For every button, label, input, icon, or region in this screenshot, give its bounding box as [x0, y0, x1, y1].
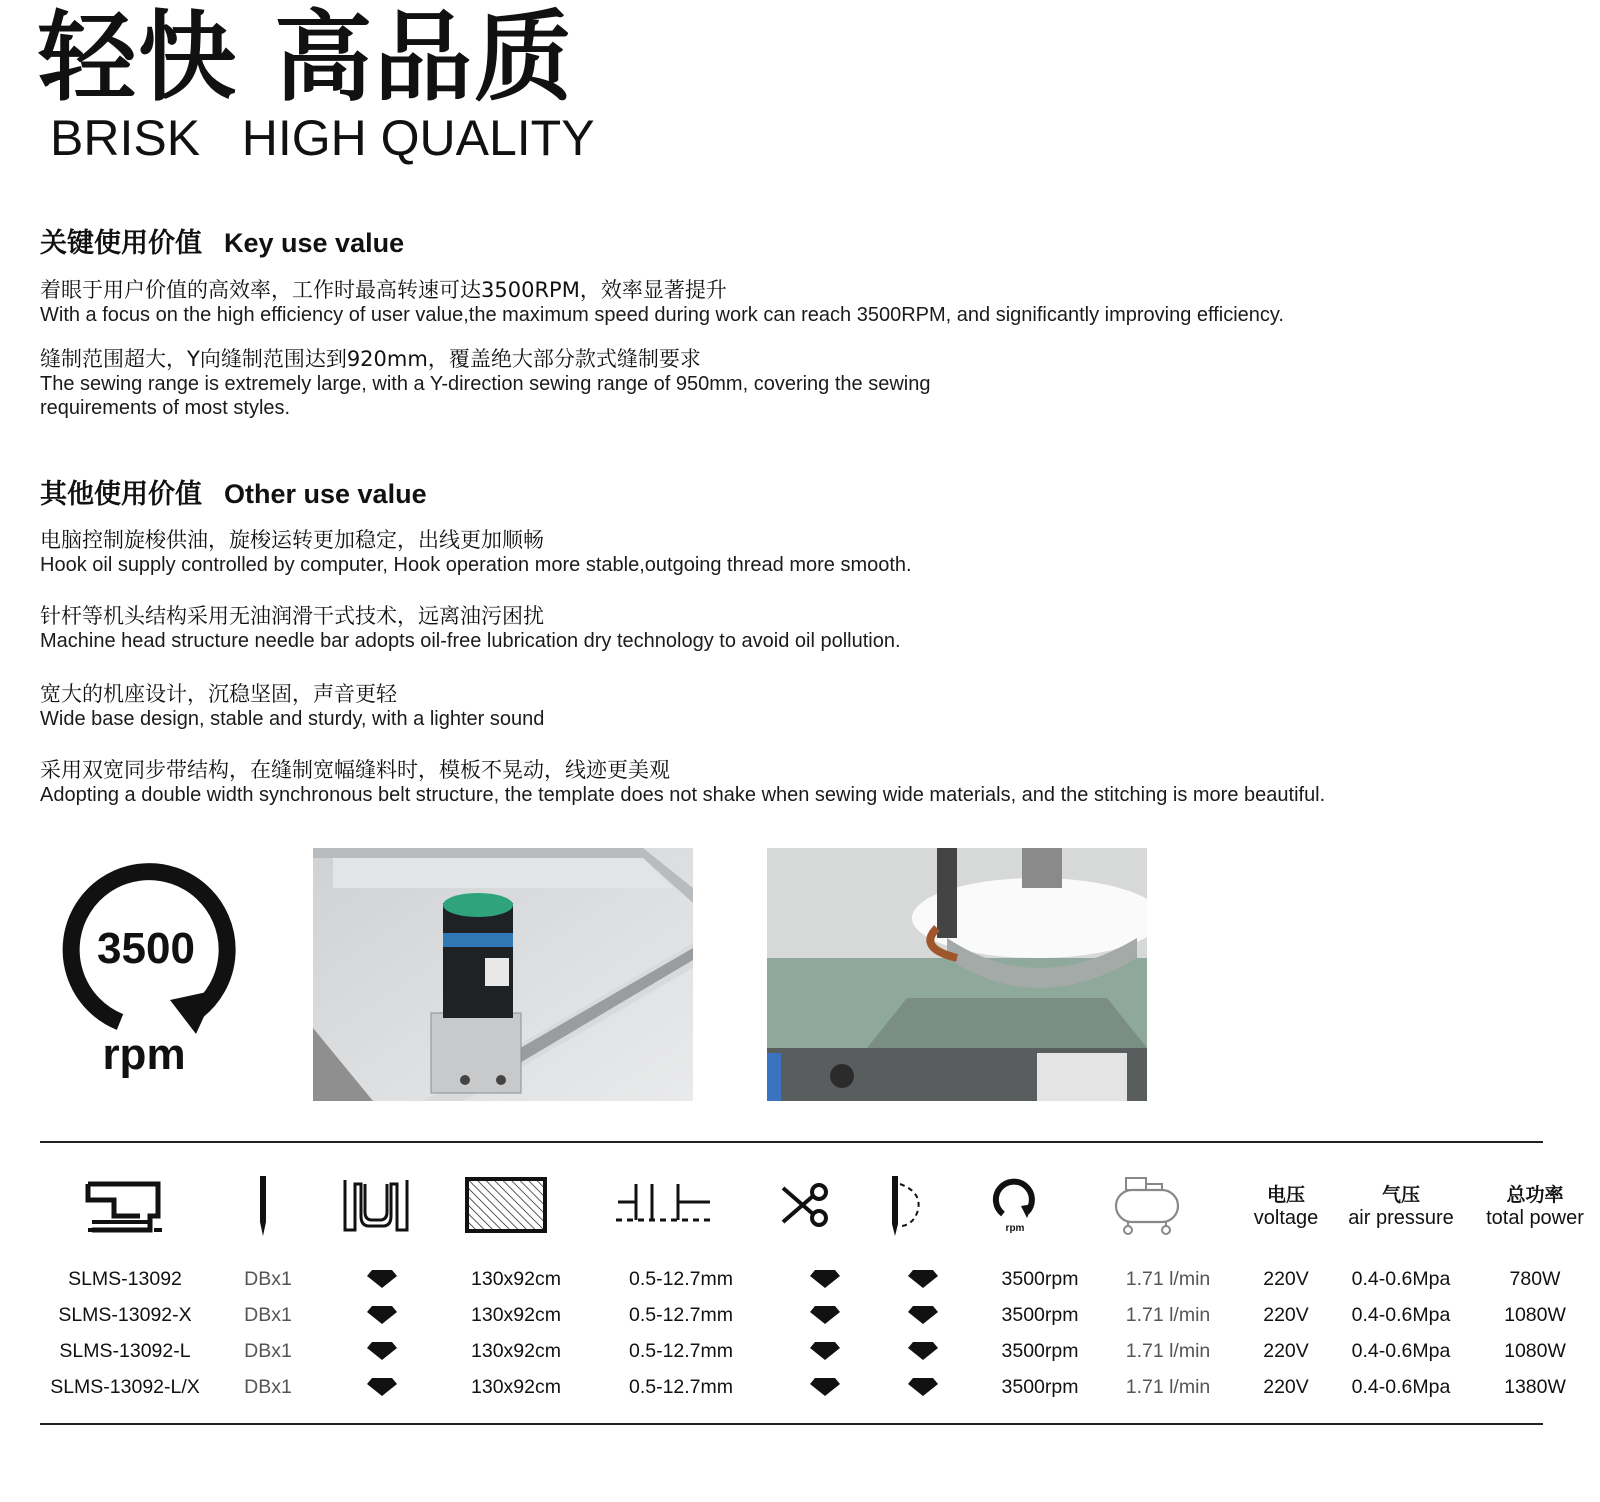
other-item-3-cn: 宽大的机座设计，沉稳坚固，声音更轻: [40, 682, 397, 706]
other-item-1-en: Hook oil supply controlled by computer, Hook operation more stable,outgoing thread more smooth.: [40, 554, 912, 576]
power-cell: 780W: [1509, 1268, 1561, 1290]
other-item-1-cn: 电脑控制旋梭供油，旋梭运转更加稳定，出线更加顺畅: [40, 528, 544, 552]
rpm-badge: [58, 862, 238, 1092]
sewing-machine-icon: [82, 1170, 168, 1240]
diamond-icon: [809, 1341, 841, 1361]
model-cell: SLMS-13092-X: [58, 1304, 192, 1326]
air-cell: 1.71 l/min: [1125, 1304, 1211, 1326]
other-item-1: [40, 527, 1540, 577]
key-item-2-en-line1: The sewing range is extremely large, with a Y-direction sewing range of 950mm, covering the sewing: [40, 373, 931, 395]
thread-cutter-icon: [778, 1170, 832, 1240]
air-cell: 1.71 l/min: [1125, 1340, 1211, 1362]
key-item-2-en-line2: requirements of most styles.: [40, 397, 291, 419]
key-item-1-cn: 着眼于用户价值的高效率，工作时最高转速可达3500RPM，效率显著提升: [40, 278, 727, 302]
rpm-badge-unit: rpm: [102, 1030, 186, 1079]
stitch-plate-icon: [340, 1170, 412, 1240]
page-title-cn: 轻快 高品质: [38, 1, 575, 115]
stitch-cell: 0.5-12.7mm: [628, 1376, 734, 1398]
voltage-cell: 220V: [1263, 1304, 1309, 1326]
key-item-2-cn: 缝制范围超大，Y向缝制范围达到920mm，覆盖绝大部分款式缝制要求: [40, 347, 701, 371]
stitch-length-icon: [610, 1170, 714, 1240]
diamond-icon: [366, 1269, 398, 1289]
area-cell: 130x92cm: [471, 1268, 561, 1290]
key-heading-cn: 关键使用价值: [40, 228, 202, 259]
table-row: [0, 1370, 1600, 1404]
voltage-header-cn: 电压: [1266, 1184, 1305, 1206]
air-cell: 1.71 l/min: [1125, 1268, 1211, 1290]
needle-cell: DBx1: [244, 1376, 292, 1398]
other-item-3-en: Wide base design, stable and sturdy, with a lighter sound: [40, 708, 545, 730]
voltage-header: [1236, 1184, 1336, 1230]
speed-icon-label: rpm: [1005, 1223, 1025, 1234]
other-item-2-cn: 针杆等机头结构采用无油润滑干式技术，远离油污困扰: [40, 604, 544, 628]
pressure-cell: 0.4-0.6Mpa: [1351, 1268, 1451, 1290]
needle-cell: DBx1: [244, 1304, 292, 1326]
diamond-icon: [907, 1341, 939, 1361]
other-item-2-en: Machine head structure needle bar adopts oil-free lubrication dry technology to avoid oil pollution.: [40, 630, 901, 652]
other-heading-en: Other use value: [224, 479, 427, 509]
pressure-cell: 0.4-0.6Mpa: [1351, 1304, 1451, 1326]
speed-cell: 3500rpm: [1001, 1376, 1079, 1398]
other-item-4-en: Adopting a double width synchronous belt structure, the template does not shake when sewing wide materials, and the stitching is more beautiful.: [40, 784, 1326, 806]
power-cell: 1380W: [1504, 1376, 1566, 1398]
diamond-icon: [809, 1269, 841, 1289]
needle-cell: DBx1: [244, 1268, 292, 1290]
pressure-cell: 0.4-0.6Mpa: [1351, 1376, 1451, 1398]
other-heading-cn: 其他使用价值: [40, 479, 202, 510]
key-item-2: [40, 346, 1540, 420]
other-section-heading: [40, 477, 427, 512]
air-cell: 1.71 l/min: [1125, 1376, 1211, 1398]
model-cell: SLMS-13092: [68, 1268, 182, 1290]
motor-photo: [313, 848, 693, 1101]
stitch-cell: 0.5-12.7mm: [628, 1340, 734, 1362]
diamond-icon: [907, 1305, 939, 1325]
hook-photo: [767, 848, 1147, 1101]
stitch-cell: 0.5-12.7mm: [628, 1304, 734, 1326]
total-power-header-en: total power: [1486, 1207, 1584, 1229]
speed-cell: 3500rpm: [1001, 1340, 1079, 1362]
needle-icon: [248, 1170, 278, 1240]
key-heading-en: Key use value: [224, 228, 405, 258]
table-bottom-rule: [40, 1423, 1543, 1425]
key-section-heading: [40, 226, 404, 261]
area-cell: 130x92cm: [471, 1304, 561, 1326]
table-row: [0, 1334, 1600, 1368]
diamond-icon: [907, 1377, 939, 1397]
page-title-en: BRISK HIGH QUALITY: [50, 110, 595, 166]
table-top-rule: [40, 1141, 1543, 1143]
diamond-icon: [366, 1377, 398, 1397]
power-cell: 1080W: [1504, 1304, 1566, 1326]
voltage-cell: 220V: [1263, 1376, 1309, 1398]
diamond-icon: [809, 1305, 841, 1325]
air-pressure-header-cn: 气压: [1381, 1184, 1420, 1206]
speed-icon: [990, 1170, 1040, 1240]
key-item-1-en: With a focus on the high efficiency of user value,the maximum speed during work can reach 3500RPM, and significantly improving efficiency.: [40, 304, 1284, 326]
table-row: [0, 1262, 1600, 1296]
other-item-4-cn: 采用双宽同步带结构，在缝制宽幅缝料时，模板不晃动，线迹更美观: [40, 758, 670, 782]
speed-cell: 3500rpm: [1001, 1268, 1079, 1290]
air-consumption-icon: [1109, 1170, 1185, 1240]
other-item-4: [40, 757, 1540, 807]
voltage-cell: 220V: [1263, 1268, 1309, 1290]
pressure-cell: 0.4-0.6Mpa: [1351, 1340, 1451, 1362]
table-row: [0, 1298, 1600, 1332]
rpm-badge-number: 3500: [97, 924, 195, 973]
model-cell: SLMS-13092-L: [59, 1340, 191, 1362]
total-power-header: [1470, 1184, 1600, 1230]
speed-cell: 3500rpm: [1001, 1304, 1079, 1326]
diamond-icon: [907, 1269, 939, 1289]
diamond-icon: [366, 1305, 398, 1325]
model-cell: SLMS-13092-L/X: [50, 1376, 200, 1398]
air-pressure-header-en: air pressure: [1348, 1207, 1454, 1229]
air-pressure-header: [1326, 1184, 1476, 1230]
voltage-cell: 220V: [1263, 1340, 1309, 1362]
sewing-area-icon: [463, 1170, 549, 1240]
diamond-icon: [366, 1341, 398, 1361]
stitch-cell: 0.5-12.7mm: [628, 1268, 734, 1290]
area-cell: 130x92cm: [471, 1340, 561, 1362]
power-cell: 1080W: [1504, 1340, 1566, 1362]
other-item-3: [40, 681, 1540, 731]
other-item-2: [40, 603, 1540, 653]
diamond-icon: [809, 1377, 841, 1397]
needle-cell: DBx1: [244, 1340, 292, 1362]
total-power-header-cn: 总功率: [1506, 1184, 1564, 1206]
voltage-header-en: voltage: [1253, 1207, 1319, 1229]
area-cell: 130x92cm: [471, 1376, 561, 1398]
thread-wiper-icon: [882, 1170, 926, 1240]
key-item-1: [40, 277, 1540, 327]
